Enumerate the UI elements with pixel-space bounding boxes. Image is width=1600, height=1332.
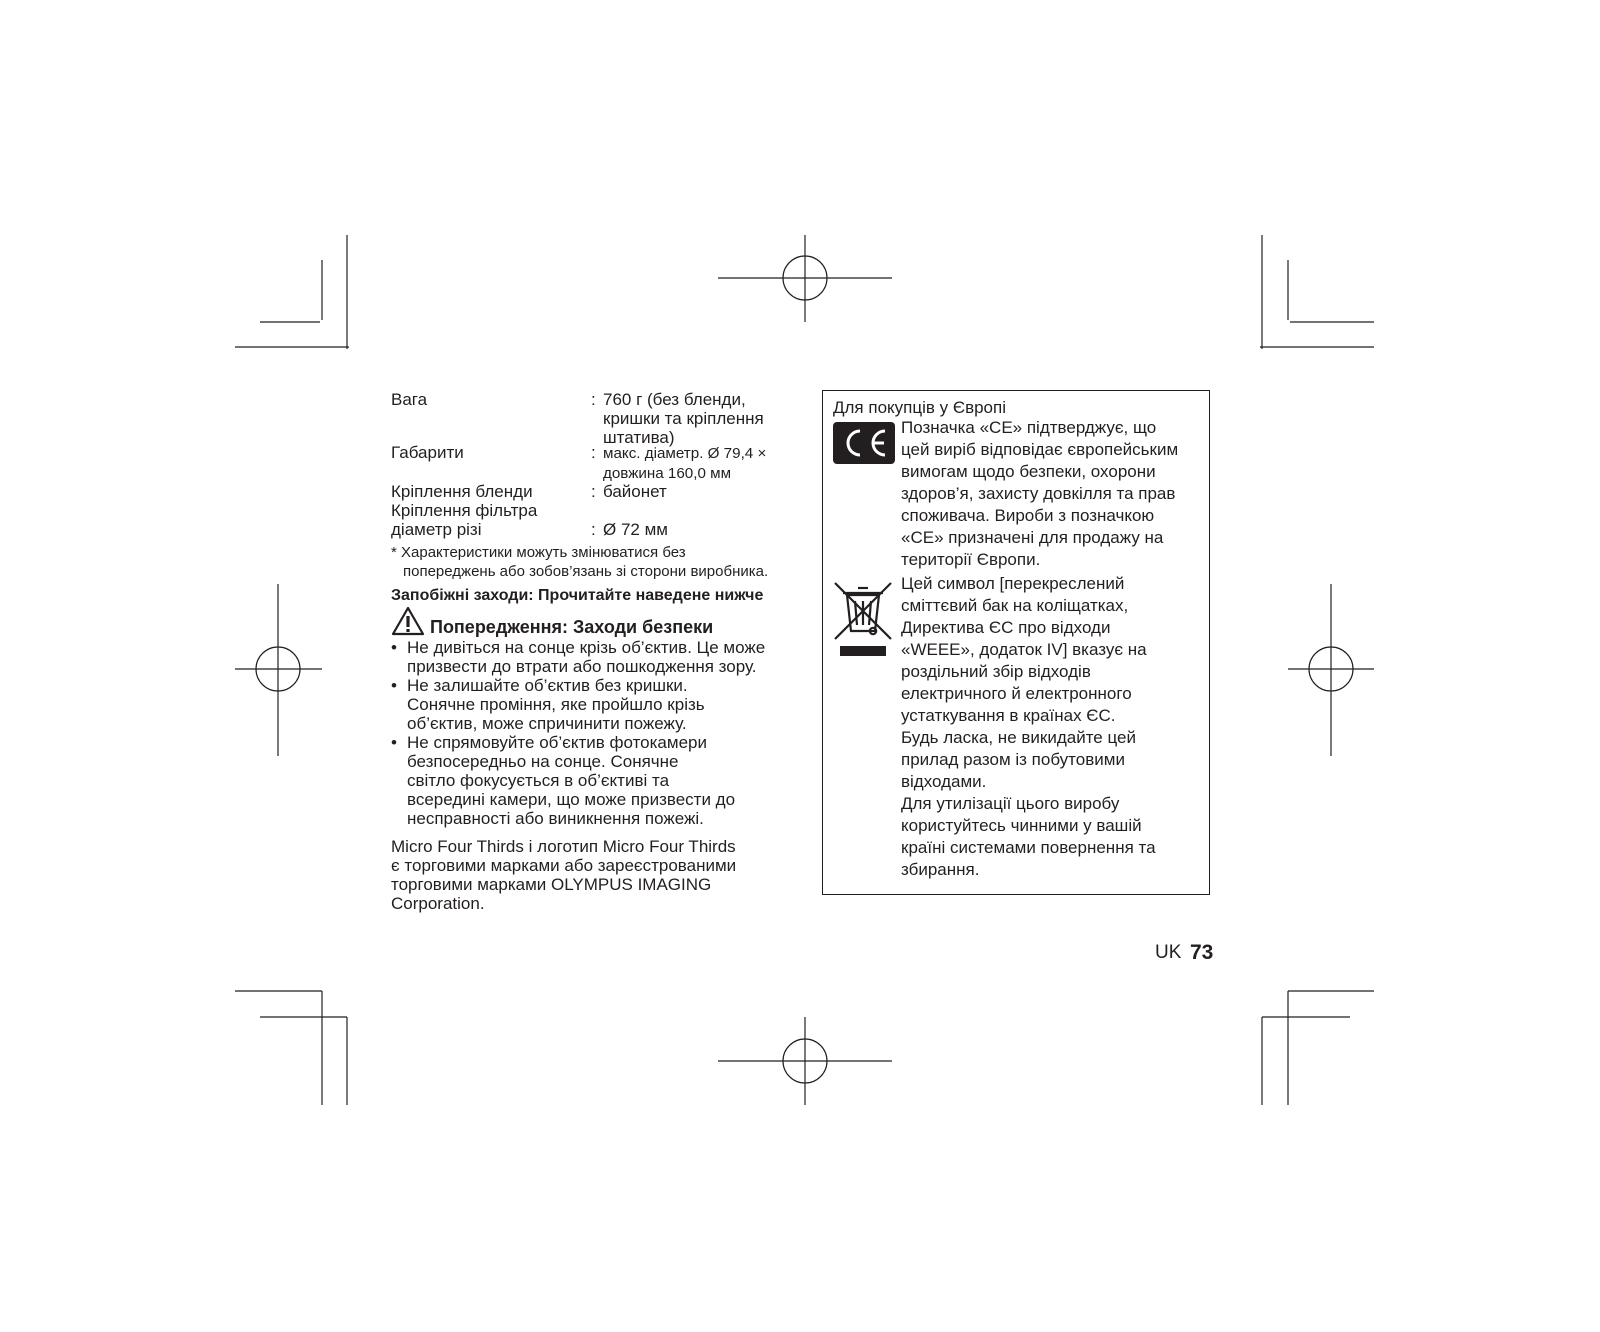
spec-value: Ø 72 мм: [603, 520, 668, 539]
list-item: • Не спрямовуйте об’єктив фотокамери безпосередньо на сонце. Сонячне світло фокусується в об’єктиві та всередині камери, що може призвести до несправності або виникнення пожежі.: [391, 733, 736, 828]
warning-list: [391, 638, 791, 828]
europe-box-title: Для покупців у Європі: [833, 398, 1006, 417]
spec-label: Габарити: [391, 443, 464, 462]
spec-value: макс. діаметр. Ø 79,4 × довжина 160,0 мм: [603, 445, 767, 482]
spec-value: 760 г (без бленди, кришки та кріплення штатива): [603, 390, 764, 447]
page-number: 73: [1190, 941, 1214, 964]
list-item: • Не дивіться на сонце крізь об’єктив. Це може призвести до втрати або пошкодження зору.: [391, 638, 766, 676]
weee-description: Цей символ [перекреслений сміттєвий бак на коліщатках, Директива ЄС про відходи «WEEE», додаток IV] вказує на роздільний збір відходів електричного й електронного устаткування в країнах ЄС. Будь ласка, не викидайте цей прилад разом із побутовими відходами. Для утилізації цього виробу користуйтесь чинними у вашій країні системами повернення та збирання.: [901, 574, 1156, 879]
warning-heading: Попередження: Заходи безпеки: [430, 617, 714, 637]
language-code: UK: [1155, 942, 1182, 963]
spec-footnote: * Характеристики можуть змінюватися без попереджень або зобов’язань зі сторони виробника.: [391, 544, 769, 580]
spec-label: Кріплення бленди: [391, 482, 533, 501]
ce-mark-icon: [833, 422, 895, 464]
list-item: • Не залишайте об’єктив без кришки. Сонячне проміння, яке пройшло крізь об’єктив, може спричинити пожежу.: [391, 676, 705, 733]
spec-label: Кріплення фільтра діаметр різі: [391, 501, 538, 539]
precautions-heading: Запобіжні заходи: Прочитайте наведене нижче: [391, 587, 764, 604]
warning-triangle-icon: [391, 606, 425, 636]
weee-crossed-bin-icon: [831, 579, 895, 659]
ce-description: Позначка «CE» підтверджує, що цей виріб відповідає європейським вимогам щодо безпеки, охорони здоров’я, захисту довкілля та прав споживача. Вироби з позначкою «CE» призначені для продажу на території Європи.: [901, 418, 1179, 569]
europe-notice-box: [822, 390, 1210, 895]
spec-value: байонет: [603, 482, 667, 501]
trademark-notice: Micro Four Thirds і логотип Micro Four Thirds є торговими марками або зареєстрованими торговими марками OLYMPUS IMAGING Corporation.: [391, 837, 737, 913]
ce-logo: [833, 422, 895, 464]
spec-label: Вага: [391, 390, 428, 409]
